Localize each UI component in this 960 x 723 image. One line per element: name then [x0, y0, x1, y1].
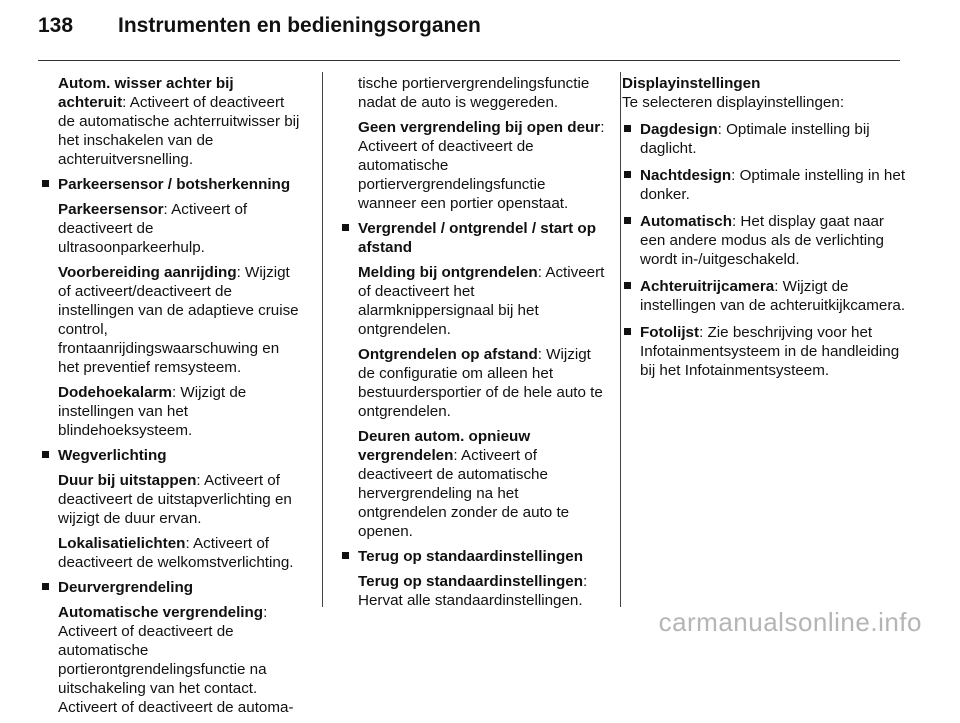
- section-title: Displayinstellingen: [622, 75, 761, 92]
- list-item: Fotolijst: Zie beschrijving voor het Infotainmentsysteem in de handleiding bij het Infotainmentsysteem.: [622, 323, 910, 380]
- watermark: carmanualsonline.info: [658, 607, 922, 637]
- section-heading: Deurvergrendeling: [40, 578, 304, 597]
- paragraph: Parkeersensor: Activeert of deactiveert de ultrasoonparkeerhulp.: [58, 201, 248, 256]
- bullet-square-icon: [342, 224, 349, 231]
- intro-text: Te selecteren displayinstellingen:: [622, 94, 845, 111]
- list-item: Dagdesign: Optimale instelling bij daglicht.: [622, 120, 910, 158]
- page-title: Instrumenten en bedieningsorganen: [118, 14, 481, 37]
- paragraph: Melding bij ontgrendelen: Activeert of deactiveert het alarmknippersignaal bij het ontgrendelen.: [358, 264, 605, 338]
- bullet-square-icon: [624, 125, 631, 132]
- column-2: [340, 74, 606, 616]
- bullet-square-icon: [42, 583, 49, 590]
- bullet-square-icon: [342, 552, 349, 559]
- header-rule: [38, 60, 900, 61]
- column-divider: [322, 72, 323, 607]
- list-item: Nachtdesign: Optimale instelling in het donker.: [622, 166, 910, 204]
- paragraph: Autom. wisser achter bij achteruit: Activeert of deactiveert de automatische achterruitwisser bij het inschakelen van de achteruitversnelling.: [58, 75, 300, 168]
- bullet-square-icon: [42, 451, 49, 458]
- paragraph: tische portiervergrendelingsfunctie nadat de auto is weggereden.: [358, 75, 590, 111]
- bullet-square-icon: [624, 171, 631, 178]
- paragraph: Dodehoekalarm: Wijzigt de instellingen van het blindehoeksysteem.: [58, 384, 247, 439]
- paragraph: Duur bij uitstappen: Activeert of deactiveert de uitstapverlichting en wijzigt de duur ervan.: [58, 472, 292, 527]
- list-item: Achteruitrijcamera: Wijzigt de instellingen van de achteruitkijkcamera.: [622, 277, 910, 315]
- column-divider: [620, 72, 621, 607]
- paragraph: Activeert of deactiveert de automa-: [58, 699, 294, 716]
- bullet-square-icon: [42, 180, 49, 187]
- paragraph: Deuren autom. opnieuw vergrendelen: Activeert of deactiveert de automatische hervergrendeling na het ontgrendelen zonder de auto te openen.: [358, 428, 570, 540]
- page-header: [38, 14, 481, 38]
- paragraph: Geen vergrendeling bij open deur: Activeert of deactiveert de automatische portiervergrendelingsfunctie wanneer een portier openstaat.: [358, 119, 605, 212]
- section-heading: Parkeersensor / botsherkenning: [40, 175, 304, 194]
- paragraph: Voorbereiding aanrijding: Wijzigt of activeert/deactiveert de instellingen van de adaptieve cruise control, frontaanrijdingswaarschuwing en het preventief remsysteem.: [58, 264, 299, 376]
- paragraph: Ontgrendelen op afstand: Wijzigt de configuratie om alleen het bestuurdersportier of de hele auto te ontgrendelen.: [358, 346, 603, 420]
- paragraph: Lokalisatielichten: Activeert of deactiveert de welkomstverlichting.: [58, 535, 294, 571]
- section-heading: Terug op standaardinstellingen: [340, 547, 606, 566]
- section-heading: Wegverlichting: [40, 446, 304, 465]
- section-heading: Vergrendel / ontgrendel / start op afstand: [340, 219, 606, 257]
- paragraph: Automatische vergrendeling: Activeert of deactiveert de automatische portierontgrendelingsfunctie na uitschakeling van het contact.: [58, 604, 268, 697]
- page-number: 138: [38, 14, 74, 37]
- bullet-square-icon: [624, 328, 631, 335]
- bullet-square-icon: [624, 217, 631, 224]
- bullet-square-icon: [624, 282, 631, 289]
- list-item: Automatisch: Het display gaat naar een andere modus als de verlichting wordt in-/uitgeschakeld.: [622, 212, 910, 269]
- column-1: [40, 74, 304, 723]
- paragraph: Terug op standaardinstellingen: Hervat alle standaardinstellingen.: [358, 573, 588, 609]
- column-3: [622, 74, 910, 380]
